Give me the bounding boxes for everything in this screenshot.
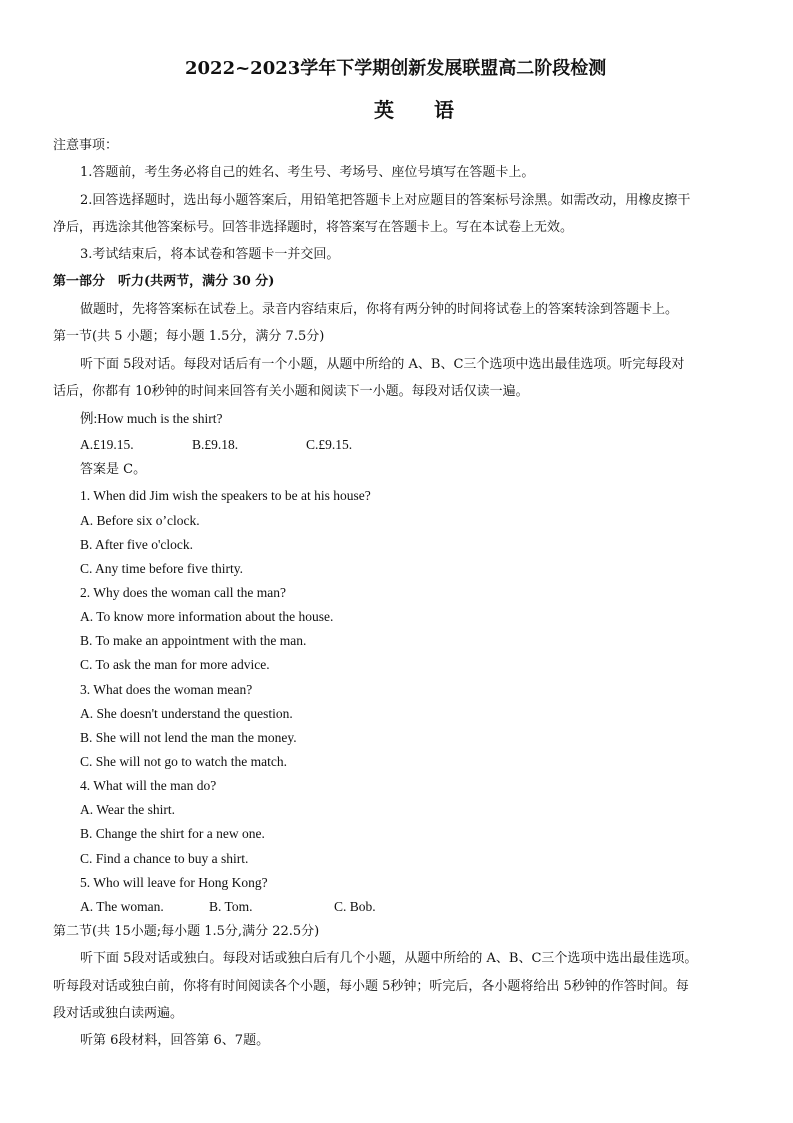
- example-option-a: A.£19.15.: [80, 437, 134, 452]
- question-2-option-c: C. To ask the man for more advice.: [80, 657, 270, 672]
- notice-item-3: 3.考试结束后，将本试卷和答题卡一并交回。: [80, 247, 340, 262]
- question-3-option-b: B. She will not lend the man the money.: [80, 730, 297, 745]
- exam-title: 2022~2023学年下学期创新发展联盟高二阶段检测: [185, 58, 607, 79]
- question-5-option-c: C. Bob.: [334, 899, 376, 914]
- notice-item-2-line-2: 净后，再选涂其他答案标号。回答非选择题时，将答案写在答题卡上。写在本试卷上无效。: [53, 220, 574, 235]
- section2-instruction-line-2: 听每段对话或独白前，你将有时间阅读各个小题，每小题 5秒钟；听完后，各小题将给出 5秒钟的作答时间。每: [53, 979, 689, 994]
- notice-heading: 注意事项：: [53, 138, 119, 153]
- section2-instruction-line-1: 听下面 5段对话或独白。每段对话或独白后有几个小题，从题中所给的 A、B、C三个选项中选出最佳选项。: [80, 951, 698, 966]
- question-4: 4. What will the man do?: [80, 778, 217, 793]
- question-1-option-a: A. Before six o’clock.: [80, 513, 200, 528]
- section2-heading: 第二节(共 15小题;每小题 1.5分,满分 22.5分): [53, 924, 320, 939]
- notice-item-2-line-1: 2.回答选择题时，选出每小题答案后，用铅笔把答题卡上对应题目的答案标号涂黑。如需改动，用橡皮擦干: [80, 193, 691, 208]
- question-5-option-a: A. The woman.: [80, 899, 164, 914]
- example-option-b: B.£9.18.: [192, 437, 239, 452]
- question-2: 2. Why does the woman call the man?: [80, 585, 286, 600]
- section1-instruction-line-2: 话后，你都有 10秒钟的时间来回答有关小题和阅读下一小题。每段对话仅读一遍。: [53, 384, 529, 399]
- question-1: 1. When did Jim wish the speakers to be at his house?: [80, 488, 371, 503]
- question-5-option-b: B. Tom.: [209, 899, 253, 914]
- question-3-option-c: C. She will not go to watch the match.: [80, 754, 287, 769]
- question-1-option-c: C. Any time before five thirty.: [80, 561, 243, 576]
- question-1-option-b: B. After five o'clock.: [80, 537, 194, 552]
- section1-instruction-line-1: 听下面 5段对话。每段对话后有一个小题，从题中所给的 A、B、C三个选项中选出最佳选项。听完每段对: [80, 357, 685, 372]
- example-question: 例:How much is the shirt?: [80, 411, 223, 426]
- section2-instruction-line-3: 段对话或独白读两遍。: [53, 1006, 184, 1021]
- question-4-option-b: B. Change the shirt for a new one.: [80, 826, 265, 841]
- section1-heading: 第一节(共 5 小题；每小题 1.5分，满分 7.5分): [53, 329, 325, 344]
- part1-instruction: 做题时，先将答案标在试卷上。录音内容结束后，你将有两分钟的时间将试卷上的答案转涂到答题卡上。: [80, 302, 679, 317]
- question-2-option-b: B. To make an appointment with the man.: [80, 633, 307, 648]
- question-5: 5. Who will leave for Hong Kong?: [80, 875, 268, 890]
- example-answer: 答案是 C。: [80, 462, 147, 477]
- notice-item-1: 1.答题前，考生务必将自己的姓名、考生号、考场号、座位号填写在答题卡上。: [80, 165, 535, 180]
- question-2-option-a: A. To know more information about the house.: [80, 609, 334, 624]
- question-4-option-c: C. Find a chance to buy a shirt.: [80, 851, 249, 866]
- example-option-c: C.£9.15.: [306, 437, 353, 452]
- question-4-option-a: A. Wear the shirt.: [80, 802, 176, 817]
- subject-title: 英 语: [374, 98, 454, 122]
- question-3-option-a: A. She doesn't understand the question.: [80, 706, 293, 721]
- section2-material-6: 听第 6段材料，回答第 6、7题。: [80, 1033, 270, 1048]
- question-3: 3. What does the woman mean?: [80, 682, 253, 697]
- part1-heading: 第一部分 听力(共两节，满分 30 分): [53, 274, 275, 289]
